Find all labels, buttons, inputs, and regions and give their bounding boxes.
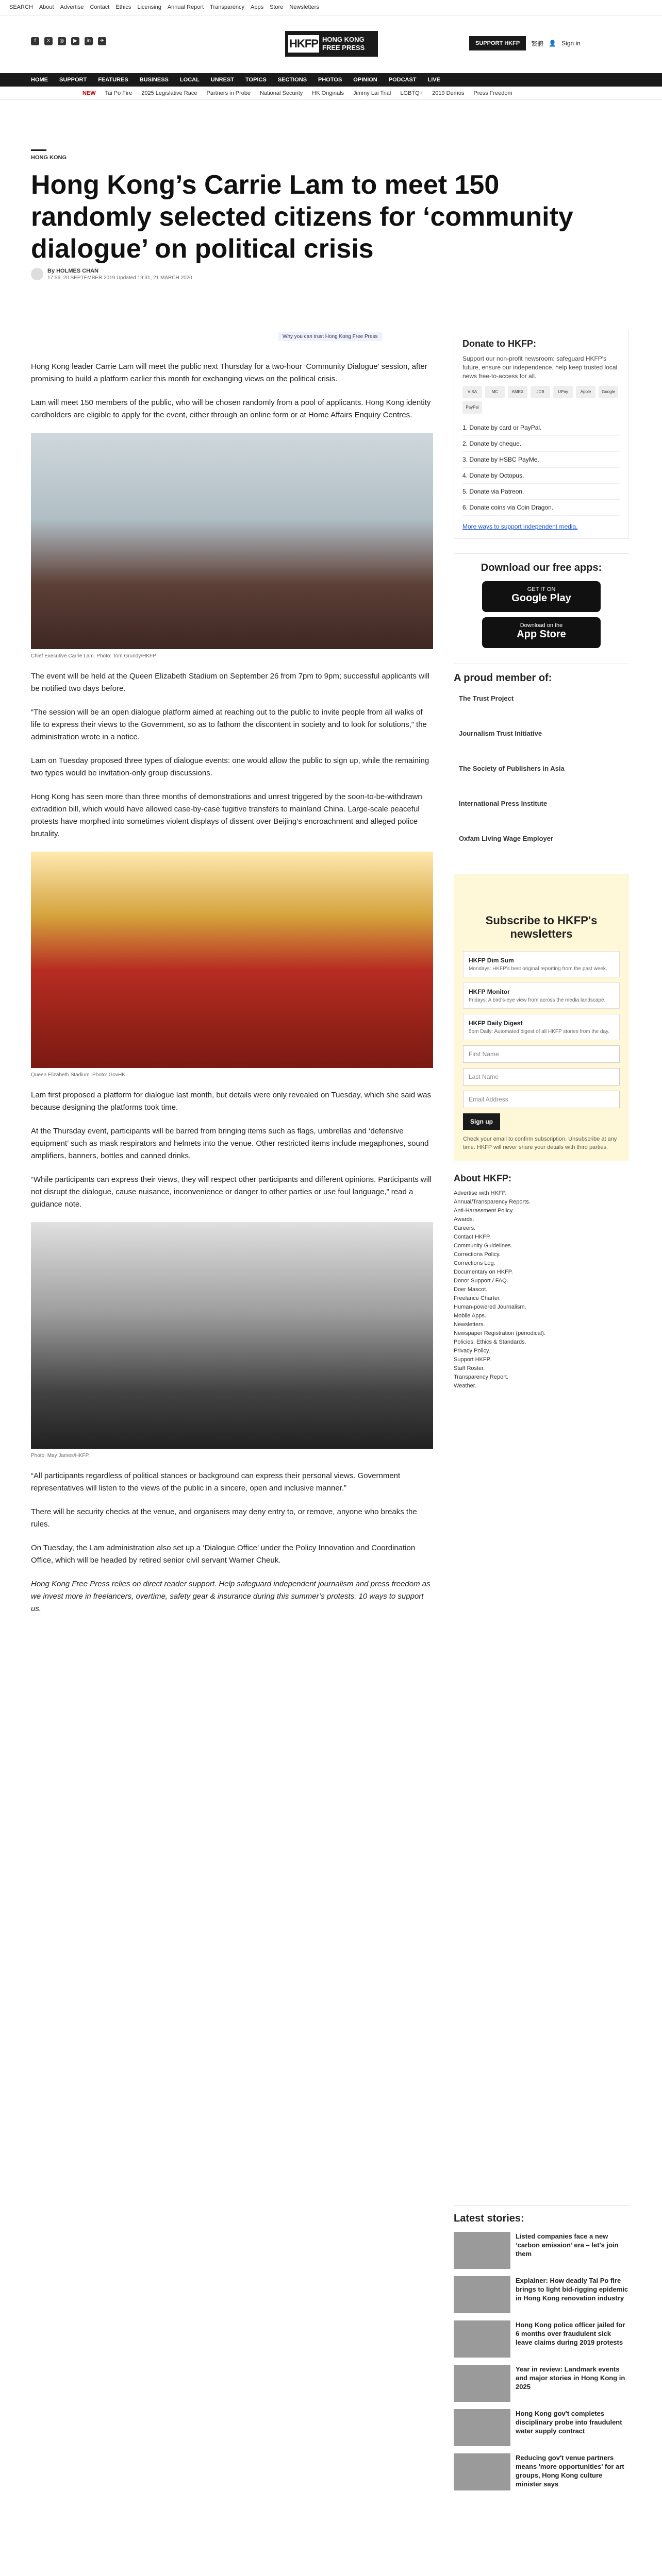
nav-item-features[interactable]: FEATURES — [98, 77, 128, 83]
site-header — [0, 15, 662, 72]
about-title: About HKFP: — [454, 1173, 511, 1183]
paragraph: The event will be held at the Queen Elizabeth Stadium on September 26 from 7pm to 9pm; successful applicants will be notified two days before. — [31, 672, 429, 693]
nav-item-home[interactable]: HOME — [31, 77, 48, 83]
newsletter-option-desc: 5pm Daily: Automated digest of all HKFP stories from the day. — [469, 1029, 610, 1035]
paragraph: “All participants regardless of political stances or background can express their personal views. Government representatives will listen to the views of the public in a sincere, open and inclusive manner.” — [31, 1471, 401, 1493]
subnav-link[interactable]: LGBTQ+ — [400, 90, 423, 96]
user-icon[interactable]: 👤 — [549, 40, 557, 47]
signin-link[interactable]: Sign in — [561, 40, 581, 47]
newsletter-option-title: HKFP Daily Digest — [469, 1020, 523, 1027]
more-ways-link[interactable]: More ways to support independent media. — [462, 523, 578, 530]
donate-title: Donate to HKFP: — [462, 338, 536, 349]
paragraph: Hong Kong has seen more than three months of demonstrations and unrest triggered by the soon-to-be-withdrawn extradition bill, which would have allowed case-by-case fugitive transfers to mainland China. Large-scale peaceful protests have morphed into sometimes violent displays of dissent over Beijing’s encroachment and alleged police brutality. — [31, 792, 422, 838]
story-title[interactable]: Hong Kong police officer jailed for 6 months over fraudulent sick leave claims during 2019 protests — [516, 2321, 625, 2346]
new-badge: NEW — [82, 90, 96, 96]
about-link[interactable]: Documentary on HKFP. — [454, 1269, 513, 1275]
about-link[interactable]: Policies, Ethics & Standards. — [454, 1339, 526, 1345]
story-title[interactable]: Listed companies face a new ‘carbon emission’ era – let's join them — [516, 2232, 619, 2258]
paragraph: There will be security checks at the venue, and organisers may deny entry to, or remove, anyone who breaks the rules. — [31, 1507, 417, 1529]
linkedin-icon[interactable]: in — [85, 37, 93, 45]
stadium-photo — [31, 852, 433, 1068]
about-link[interactable]: Human-powered Journalism. — [454, 1304, 526, 1310]
app-store-button[interactable] — [482, 617, 601, 648]
latest-stories — [454, 2205, 629, 2498]
about-link[interactable]: Weather. — [454, 1383, 476, 1389]
latest-story[interactable] — [454, 2232, 629, 2269]
nav-item-unrest[interactable]: UNREST — [210, 77, 235, 83]
email-input[interactable]: Email Address — [463, 1091, 620, 1108]
amex-icon: AMEX — [508, 386, 527, 398]
about-link[interactable]: Careers. — [454, 1225, 476, 1231]
photo-caption: Photo: May James/HKFP. — [31, 1453, 90, 1459]
trust-link[interactable]: Why you can trust Hong Kong Free Press — [278, 332, 382, 341]
about-link[interactable]: Mobile Apps. — [454, 1313, 486, 1319]
newsletter-option-title: HKFP Monitor — [469, 988, 510, 995]
article-title: Hong Kong’s Carrie Lam to meet 150 randomly selected citizens for ‘community dialogue’ on political crisis — [31, 170, 573, 264]
subnav-link[interactable]: 2025 Legislative Race — [141, 90, 197, 96]
author-name[interactable]: By HOLMES CHAN — [47, 268, 99, 274]
article-body — [31, 361, 433, 1626]
subnav-link[interactable]: Jimmy Lai Trial — [353, 90, 391, 96]
apps-box — [454, 553, 629, 648]
carrie-lam-photo — [31, 433, 433, 649]
newsletter-note: Check your email to confirm subscription. Unsubscribe at any time. HKFP will never share your details with third parties. — [463, 1136, 617, 1150]
nav-item-topics[interactable]: TOPICS — [245, 77, 267, 83]
topbar-link[interactable]: Licensing — [137, 4, 161, 10]
latest-title: Latest stories: — [454, 2205, 629, 2225]
nav-item-podcast[interactable]: PODCAST — [388, 77, 417, 83]
subnav-link[interactable]: Partners in Probe — [206, 90, 251, 96]
story-thumbnail[interactable] — [454, 2320, 510, 2358]
subnav-link[interactable]: Press Freedom — [473, 90, 512, 96]
paragraph: Lam first proposed a platform for dialogue last month, but details were only revealed on Tuesday, which she said was because designing the platforms took time. — [31, 1091, 431, 1112]
topbar-link[interactable]: Store — [270, 4, 284, 10]
social-links — [31, 37, 106, 45]
subnav-link[interactable]: 2019 Demos — [432, 90, 465, 96]
publish-date: 17:56, 20 SEPTEMBER 2019 Updated 19:31, 21 MARCH 2020 — [47, 275, 192, 281]
story-thumbnail[interactable] — [454, 2232, 510, 2269]
facebook-icon[interactable]: f — [31, 37, 39, 45]
topbar-link[interactable]: Newsletters — [289, 4, 319, 10]
about-link[interactable]: Corrections Log. — [454, 1260, 495, 1266]
top-utility-bar — [0, 0, 662, 15]
nav-item-sections[interactable]: SECTIONS — [277, 77, 307, 83]
about-link[interactable]: Newspaper Registration (periodical). — [454, 1330, 545, 1336]
newsletter-option[interactable] — [463, 951, 620, 977]
newsletter-box — [454, 874, 629, 1161]
first-name-input[interactable]: First Name — [463, 1045, 620, 1063]
nav-item-support[interactable]: SUPPORT — [59, 77, 87, 83]
donate-option[interactable]: 2. Donate by cheque. — [462, 436, 620, 452]
story-thumbnail[interactable] — [454, 2365, 510, 2402]
nav-item-local[interactable]: LOCAL — [179, 77, 200, 83]
support-paragraph: Hong Kong Free Press relies on direct reader support. Help safeguard independent journalism and press freedom as we invest more in freelancers, overtime, safety gear & insurance during this summer’s protests. 10 ways to support us. — [31, 1580, 431, 1613]
donate-option[interactable]: 3. Donate by HSBC PayMe. — [462, 452, 620, 468]
youtube-icon[interactable]: ▶ — [71, 37, 79, 45]
nav-item-opinion[interactable]: OPINION — [353, 77, 377, 83]
about-link[interactable]: Doer Mascot. — [454, 1286, 488, 1293]
about-link[interactable]: Privacy Policy. — [454, 1348, 490, 1354]
jcb-icon: JCB — [531, 386, 550, 398]
newsletter-option[interactable] — [463, 982, 620, 1009]
donate-option[interactable]: 5. Donate via Patreon. — [462, 484, 620, 500]
app-store-big: App Store — [517, 629, 566, 640]
sub-nav — [0, 87, 662, 100]
language-link[interactable]: 繁體 — [531, 40, 544, 47]
member-org[interactable]: International Press Institute — [459, 800, 548, 807]
apps-title: Download our free apps: — [481, 562, 602, 573]
subnav-link[interactable]: HK Originals — [312, 90, 344, 96]
visa-icon: VISA — [462, 386, 482, 398]
topbar-link[interactable]: Apps — [251, 4, 264, 10]
google-play-big: Google Play — [511, 592, 571, 604]
donate-box — [454, 330, 629, 539]
subnav-link[interactable]: Tai Po Fire — [105, 90, 133, 96]
story-thumbnail[interactable] — [454, 2276, 510, 2313]
story-title[interactable]: Reducing gov't venue partners means 'more opportunities' for art groups, Hong Kong culture minister says — [516, 2454, 624, 2488]
unionpay-icon: UPay — [553, 386, 573, 398]
story-title[interactable]: Year in review: Landmark events and major stories in Hong Kong in 2025 — [516, 2365, 625, 2391]
newsletter-option-desc: Mondays: HKFP's best original reporting from the past week. — [469, 966, 607, 972]
sidebar — [454, 330, 629, 1391]
google-play-small: GET IT ON — [527, 586, 556, 592]
member-org[interactable]: The Trust Project — [459, 694, 514, 702]
member-org[interactable]: The Society of Publishers in Asia — [459, 765, 565, 772]
instagram-icon[interactable]: ◎ — [58, 37, 66, 45]
mastercard-icon: MC — [485, 386, 505, 398]
nav-item-photos[interactable]: PHOTOS — [318, 77, 342, 83]
paragraph: “While participants can express their views, they will respect other participants and different opinions. Participants will not disrupt the dialogue, cause nuisance, inconvenience or danger to other parties or use foul language,” read a guidance note. — [31, 1175, 432, 1209]
photo-caption: Queen Elizabeth Stadium. Photo: GovHK. — [31, 1072, 127, 1078]
nav-item-business[interactable]: BUSINESS — [139, 77, 169, 83]
bluesky-icon[interactable]: ✈ — [98, 37, 106, 45]
story-thumbnail[interactable] — [454, 2409, 510, 2446]
article-category[interactable]: HONG KONG — [31, 155, 67, 161]
google-play-button[interactable] — [482, 581, 601, 612]
topbar-link[interactable]: Ethics — [115, 4, 131, 10]
nav-item-live[interactable]: LIVE — [427, 77, 440, 83]
about-link[interactable]: Anti-Harassment Policy. — [454, 1208, 514, 1214]
paragraph: On Tuesday, the Lam administration also set up a ‘Dialogue Office’ under the Policy Innovation and Coordination Office, which will be headed by retired senior civil servant Warner Cheuk. — [31, 1544, 416, 1565]
member-box — [454, 664, 629, 863]
donate-option[interactable]: 4. Donate by Octopus. — [462, 468, 620, 484]
category-rule — [31, 149, 46, 151]
applepay-icon: Apple — [576, 386, 595, 398]
topbar-link[interactable]: SEARCH — [9, 4, 33, 10]
story-thumbnail[interactable] — [454, 2453, 510, 2490]
member-org[interactable]: Oxfam Living Wage Employer — [459, 835, 554, 842]
app-store-small: Download on the — [520, 622, 563, 629]
paragraph: “The session will be an open dialogue platform aimed at reaching out to the public to invite people from all walks of life to express their views to the Government, so as to fathom the discontent in society and to look for solutions,” the administration wrote in a notice. — [31, 708, 427, 741]
googlepay-icon: Google — [599, 386, 618, 398]
protest-photo — [31, 1222, 433, 1449]
latest-story[interactable] — [454, 2409, 629, 2446]
hkfp-logo[interactable] — [285, 31, 378, 57]
paypal-icon: PayPal — [462, 401, 482, 414]
paragraph: Lam on Tuesday proposed three types of dialogue events: one would allow the public to sign up, while the remaining two types would be invitation-only group discussions. — [31, 756, 429, 777]
logo-text: HONG KONG FREE PRESS — [322, 36, 365, 52]
story-title[interactable]: Hong Kong gov't completes disciplinary probe into fraudulent water supply contract — [516, 2410, 622, 2435]
logo-mark: HKFP — [288, 35, 319, 53]
latest-story[interactable] — [454, 2453, 629, 2490]
about-link[interactable]: Support HKFP. — [454, 1357, 491, 1363]
signup-button[interactable]: Sign up — [463, 1113, 500, 1130]
story-title[interactable]: Explainer: How deadly Tai Po fire brings to light bid-rigging epidemic in Hong Kong renovation industry — [516, 2277, 628, 2302]
x-icon[interactable]: X — [44, 37, 53, 45]
support-hkfp-button[interactable]: SUPPORT HKFP — [469, 36, 526, 50]
member-title: A proud member of: — [454, 672, 552, 684]
subnav-link[interactable]: National Security — [260, 90, 303, 96]
author-avatar[interactable] — [31, 268, 43, 280]
about-link[interactable]: Freelance Charter. — [454, 1295, 501, 1301]
newsletter-option-desc: Fridays: A bird's-eye view from across the media landscape. — [469, 997, 606, 1003]
photo-caption: Chief Executive Carrie Lam. Photo: Tom Grundy/HKFP. — [31, 653, 157, 659]
about-link[interactable]: Corrections Policy. — [454, 1251, 501, 1258]
topbar-link[interactable]: About — [39, 4, 54, 10]
topbar-link[interactable]: Annual Report — [167, 4, 204, 10]
topbar-link[interactable]: Contact — [90, 4, 110, 10]
newsletter-title: Subscribe to HKFP's newsletters — [485, 914, 598, 940]
newsletter-option[interactable] — [463, 1014, 620, 1040]
about-link[interactable]: Advertise with HKFP. — [454, 1190, 507, 1196]
about-link[interactable]: Contact HKFP. — [454, 1234, 491, 1240]
paragraph: Hong Kong leader Carrie Lam will meet the public next Thursday for a two-hour ‘Community Dialogue’ session, after promising to build a platform earlier this month for exchanging views on the political crisis. — [31, 362, 427, 383]
donate-text: Support our non-profit newsroom: safeguard HKFP's future, ensure our independence, help keep trusted local news free-to-access for all. — [462, 355, 618, 380]
latest-story[interactable] — [454, 2365, 629, 2402]
latest-story[interactable] — [454, 2276, 629, 2313]
about-link[interactable]: Awards. — [454, 1216, 474, 1223]
topbar-link[interactable]: Advertise — [60, 4, 84, 10]
donate-option[interactable]: 6. Donate coins via Coin Dragon. — [462, 500, 620, 516]
about-link[interactable]: Donor Support / FAQ. — [454, 1278, 508, 1284]
about-link[interactable]: Transparency Report. — [454, 1374, 508, 1380]
member-org[interactable]: Journalism Trust Initiative — [459, 730, 542, 737]
about-link[interactable]: Staff Roster. — [454, 1365, 485, 1371]
latest-story[interactable] — [454, 2320, 629, 2358]
paragraph: At the Thursday event, participants will be barred from bringing items such as flags, umbrellas and ‘defensive equipment’ such as mask respirators and helmets into the venue. Other restricted items include megaphones, sound amplifiers, banners, bottles and canned drinks. — [31, 1127, 429, 1160]
about-box — [454, 1173, 629, 1391]
newsletter-option-title: HKFP Dim Sum — [469, 957, 514, 964]
about-link[interactable]: Community Guidelines. — [454, 1243, 512, 1249]
donate-option[interactable]: 1. Donate by card or PayPal. — [462, 420, 620, 436]
about-link[interactable]: Annual/Transparency Reports. — [454, 1199, 531, 1205]
last-name-input[interactable]: Last Name — [463, 1068, 620, 1086]
topbar-link[interactable]: Transparency — [210, 4, 244, 10]
main-nav — [0, 73, 662, 87]
about-link[interactable]: Newsletters. — [454, 1321, 485, 1328]
paragraph: Lam will meet 150 members of the public, who will be chosen randomly from a pool of applicants. Hong Kong identity cardholders are eligible to apply for the event, either through an online form or at Home Affairs Enquiry Centres. — [31, 398, 431, 419]
